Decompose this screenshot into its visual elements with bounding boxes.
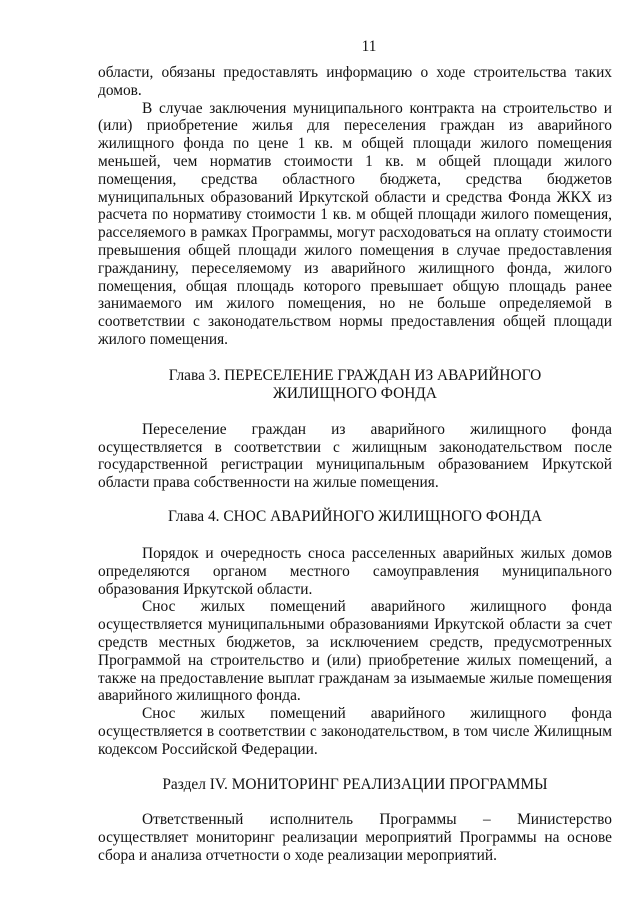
paragraph-monitoring: Ответственный исполнитель Программы – Министерство осуществляет мониторинг реализации мероприятий Программы на основе сбора и анализа отчетности о ходе реализации мероприятий. [98,811,612,864]
paragraph-resettlement: Переселение граждан из аварийного жилищного фонда осуществляется в соответствии с жилищным законодательством после государственной регистрации муниципальным образованием Иркутской области права собственности на жилые помещения. [98,420,612,492]
document-page [98,38,612,865]
paragraph-municipal-contract: В случае заключения муниципального контракта на строительство и (или) приобретение жилья для переселения граждан из аварийного жилищного фонда по цене 1 кв. м общей площади жилого помещения меньшей, чем норматив стоимости 1 кв. м общей площади жилого помещения, средства областного бюджета, средства бюджетов муниципальных образований Иркутской области и средства Фонда ЖКХ из расчета по нормативу стоимости 1 кв. м общей площади жилого помещения, расселяемого в рамках Программы, могут расходоваться на оплату стоимости превышения общей площади жилого помещения в случае предоставления гражданину, переселяемому из аварийного жилищного фонда, жилого помещения, общая площадь которого превышает общую площадь ранее занимаемого им жилого помещения, но не больше определяемой в соответствии с законодательством нормы предоставления общей площади жилого помещения. [98,99,612,348]
chapter-4-heading: Глава 4. СНОС АВАРИЙНОГО ЖИЛИЩНОГО ФОНДА [167,507,543,525]
paragraph-demolition-law: Снос жилых помещений аварийного жилищного фонда осуществляется в соответствии с законодательством, в том числе Жилищным кодексом Российской Федерации. [98,705,612,758]
section-4-heading: Раздел IV. МОНИТОРИНГ РЕАЛИЗАЦИИ ПРОГРАММЫ [162,775,548,793]
paragraph-demolition-funding: Снос жилых помещений аварийного жилищного фонда осуществляется муниципальными образованиями Иркутской области за счет средств местных бюджетов, за исключением средств, предусмотренных Программой на строительство и (или) приобретение жилых помещений, а также на предоставление выплат гражданам за изымаемые жилые помещения аварийного жилищного фонда. [98,598,612,705]
paragraph-construction-info: области, обязаны предоставлять информацию о ходе строительства таких домов. [98,64,612,99]
page-number: 11 [361,38,377,55]
paragraph-demolition-order: Порядок и очередность сноса расселенных аварийных жилых домов определяются органом местного самоуправления муниципального образования Иркутской области. [98,544,612,598]
chapter-3-heading: Глава 3. ПЕРЕСЕЛЕНИЕ ГРАЖДАН ИЗ АВАРИЙНОГО ЖИЛИЩНОГО ФОНДА [168,366,542,402]
